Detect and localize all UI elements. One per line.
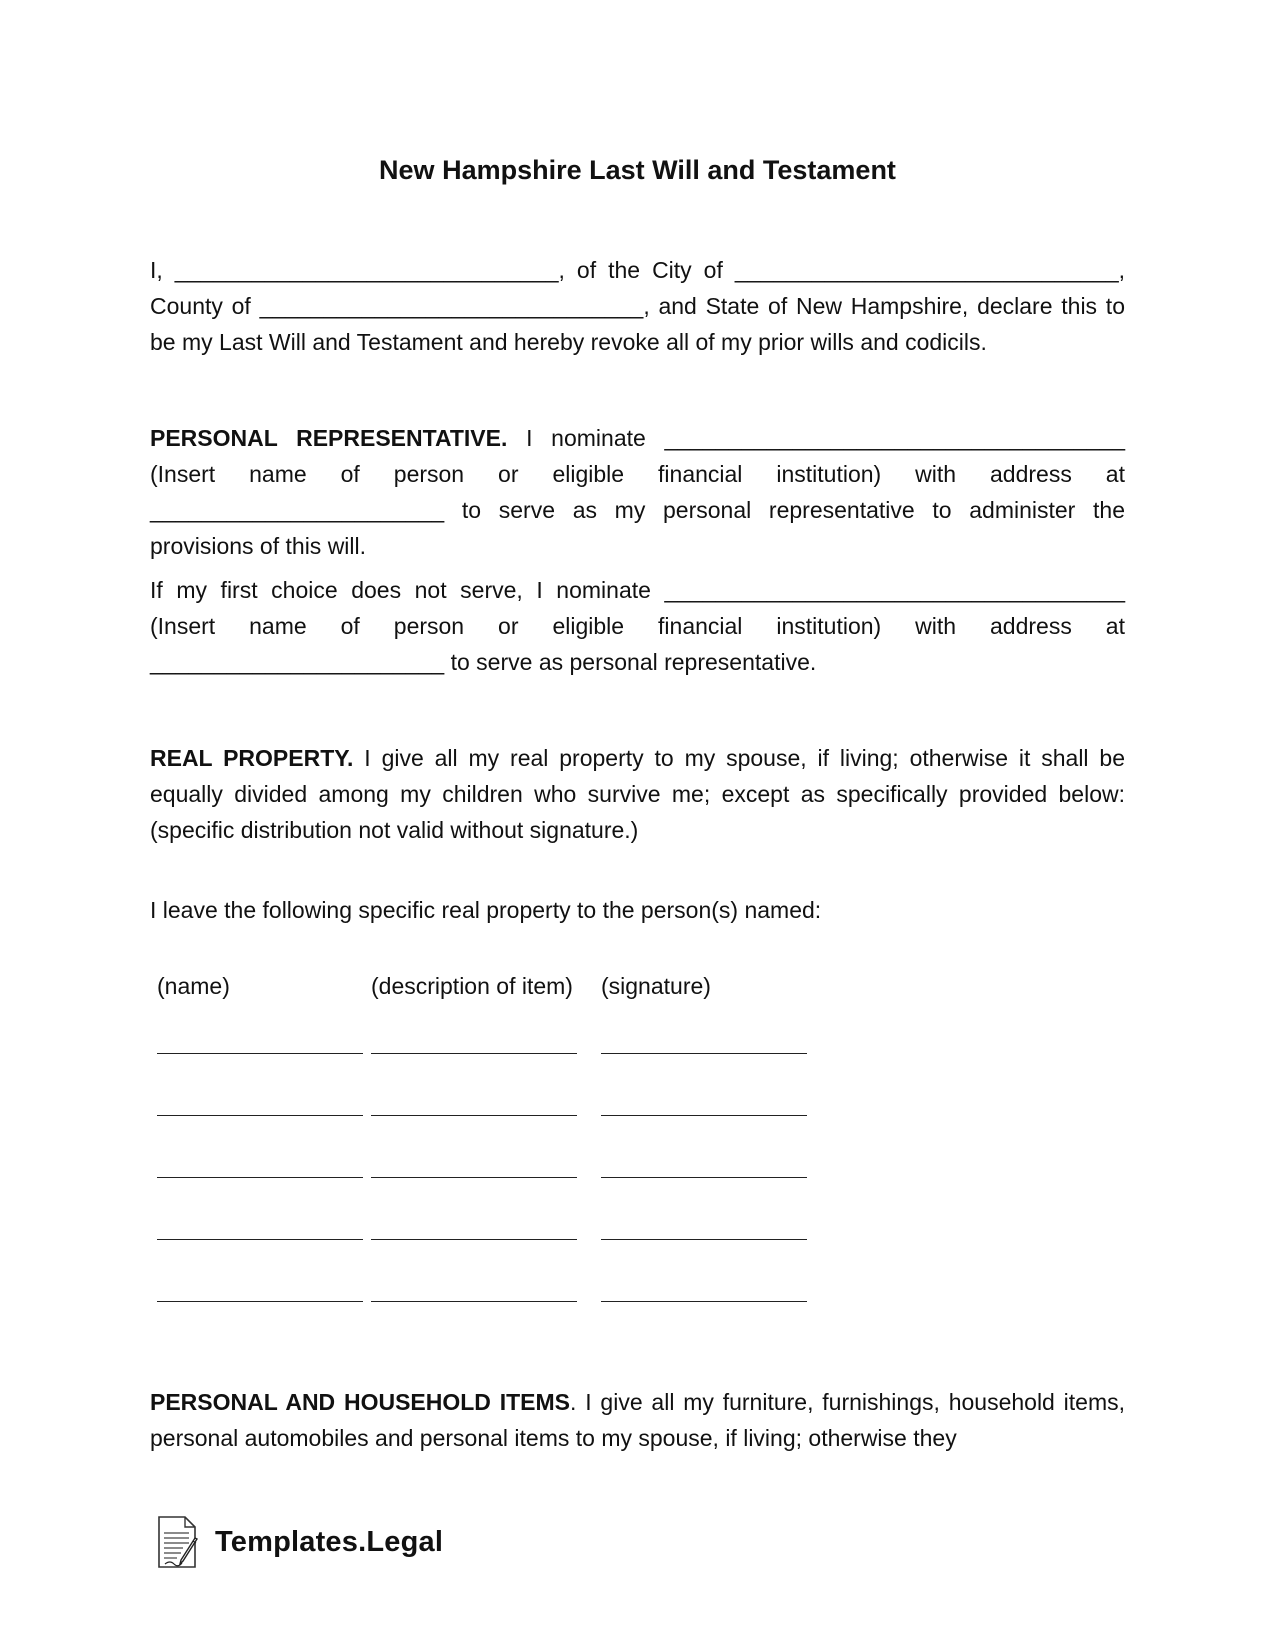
household-items-text: . I give all my furniture, furnishings, household items, personal automobiles and personal items to my spouse, if living; otherwise they — [150, 1389, 1125, 1451]
alternate-address-blank[interactable]: _______________________ — [150, 649, 445, 675]
table-row — [0, 1216, 1275, 1246]
intro-text-4: , and State of New Hampshire, declare this to be my Last Will and Testament and hereby revoke all of my prior wills and codicils. — [150, 293, 1125, 355]
brand-name: Templates.Legal — [215, 1525, 444, 1558]
personal-rep-text-3: to serve as my personal representative to administer the provisions of this will. — [150, 497, 1125, 559]
personal-rep-text-1: I nominate — [507, 425, 665, 451]
household-items-paragraph — [150, 1384, 1125, 1456]
table-row — [0, 1092, 1275, 1122]
signature-line[interactable] — [601, 1301, 807, 1302]
signature-line[interactable] — [601, 1115, 807, 1116]
document-pen-icon — [155, 1515, 199, 1569]
column-header-name: (name) — [157, 973, 230, 999]
column-header-description: (description of item) — [371, 973, 573, 999]
intro-text-2: , of the City of — [558, 257, 735, 283]
signature-line[interactable] — [601, 1177, 807, 1178]
personal-rep-paragraph — [150, 420, 1125, 564]
county-blank[interactable]: ______________________________ — [259, 293, 644, 319]
testator-name-blank[interactable]: ______________________________ — [174, 257, 559, 283]
name-line[interactable] — [157, 1053, 363, 1054]
alternate-rep-text-1: If my first choice does not serve, I nominate — [150, 577, 665, 603]
specific-property-intro: I leave the following specific real property to the person(s) named: — [150, 897, 822, 923]
name-line[interactable] — [157, 1177, 363, 1178]
description-line[interactable] — [371, 1177, 577, 1178]
real-property-paragraph — [150, 740, 1125, 848]
description-line[interactable] — [371, 1053, 577, 1054]
real-property-text: I give all my real property to my spouse, if living; otherwise it shall be equally divided among my children who survive me; except as specifically provided below: (specific distribution not valid without signature.) — [150, 745, 1125, 843]
nominee-address-blank[interactable]: _______________________ — [150, 497, 445, 523]
signature-line[interactable] — [601, 1239, 807, 1240]
footer-logo — [155, 1512, 443, 1572]
nominee-blank[interactable]: ____________________________________ — [664, 425, 1125, 451]
name-line[interactable] — [157, 1239, 363, 1240]
alternate-rep-text-3: to serve as personal representative. — [444, 649, 817, 675]
alternate-rep-text-2: (Insert name of person or eligible financial institution) with address at — [150, 613, 1125, 639]
table-row — [0, 1030, 1275, 1060]
intro-paragraph — [150, 252, 1125, 360]
description-line[interactable] — [371, 1301, 577, 1302]
table-row — [0, 1278, 1275, 1308]
intro-text-3: , County of — [150, 257, 1125, 319]
document-title: New Hampshire Last Will and Testament — [379, 155, 896, 185]
alternate-nominee-blank[interactable]: ____________________________________ — [664, 577, 1125, 603]
household-items-heading: PERSONAL AND HOUSEHOLD ITEMS — [150, 1389, 571, 1415]
description-line[interactable] — [371, 1239, 577, 1240]
personal-rep-text-2: (Insert name of person or eligible financial institution) with address at — [150, 461, 1125, 487]
name-line[interactable] — [157, 1301, 363, 1302]
personal-rep-heading: PERSONAL REPRESENTATIVE. — [150, 425, 508, 451]
real-property-heading: REAL PROPERTY. — [150, 745, 354, 771]
alternate-rep-paragraph — [150, 572, 1125, 680]
intro-text-1: I, — [150, 257, 175, 283]
name-line[interactable] — [157, 1115, 363, 1116]
description-line[interactable] — [371, 1115, 577, 1116]
city-blank[interactable]: ______________________________ — [734, 257, 1119, 283]
signature-line[interactable] — [601, 1053, 807, 1054]
column-header-signature: (signature) — [601, 973, 711, 999]
table-row — [0, 1154, 1275, 1184]
